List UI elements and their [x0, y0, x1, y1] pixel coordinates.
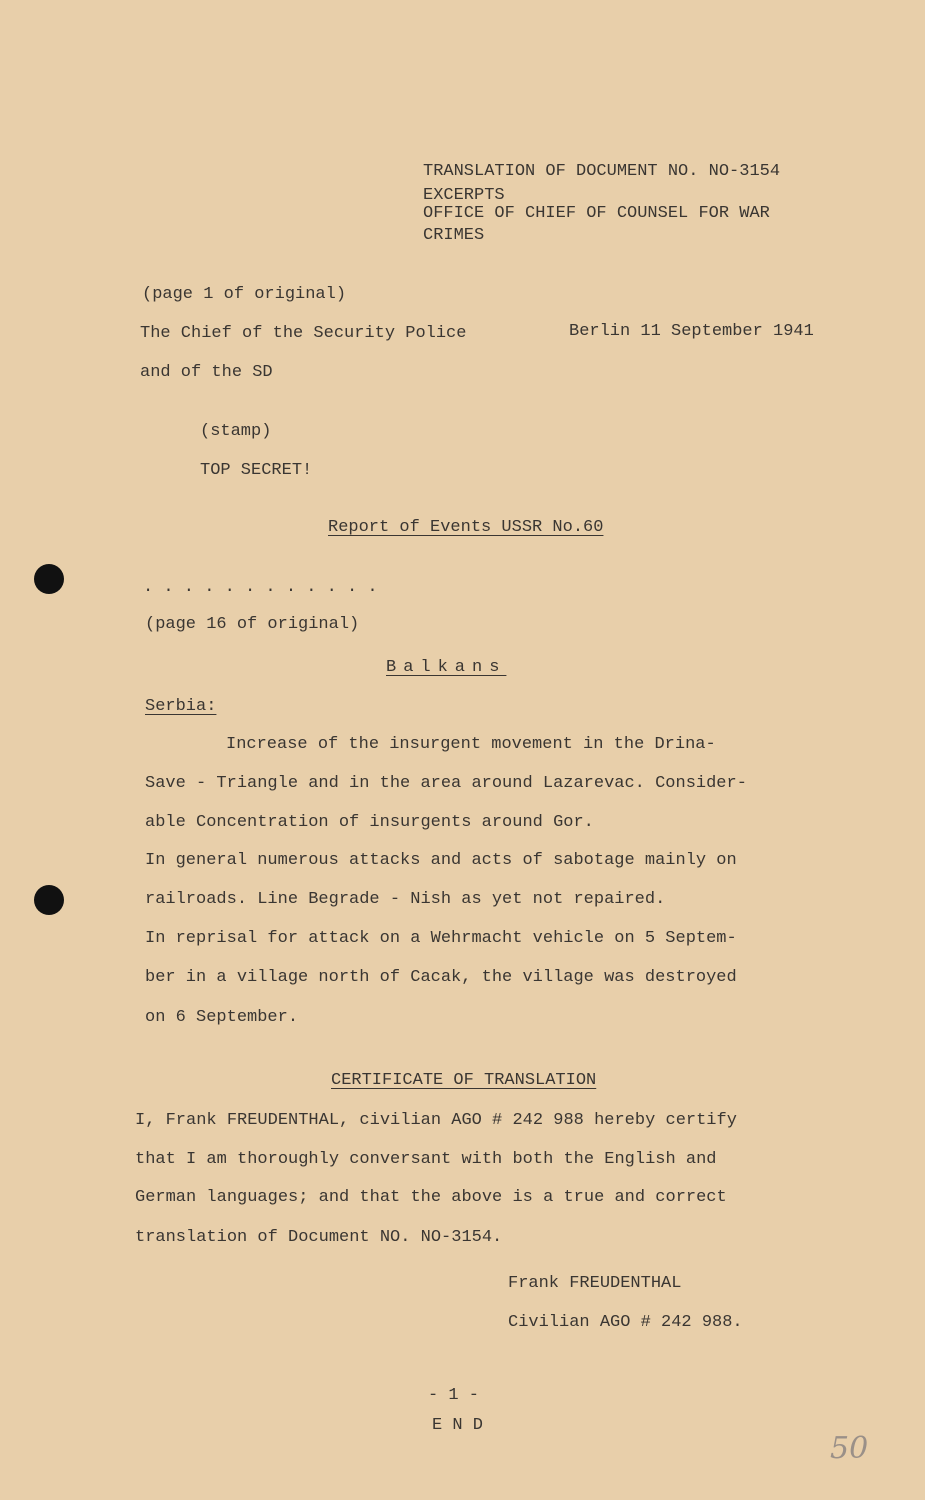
body-line: Increase of the insurgent movement in the Drina- — [226, 735, 716, 754]
certificate-line: German languages; and that the above is a true and correct — [135, 1188, 727, 1207]
page-note: (page 16 of original) — [145, 615, 360, 634]
certificate-title: CERTIFICATE OF TRANSLATION — [331, 1071, 597, 1090]
body-line: able Concentration of insurgents around Gor. — [145, 813, 594, 832]
header-line: OFFICE OF CHIEF OF COUNSEL FOR WAR — [423, 204, 770, 223]
body-line: on 6 September. — [145, 1008, 299, 1027]
report-title: Report of Events USSR No.60 — [328, 518, 604, 537]
place-date: Berlin 11 September 1941 — [569, 322, 814, 341]
body-line: In reprisal for attack on a Wehrmacht vehicle on 5 Septem- — [145, 929, 737, 948]
punch-hole-bottom — [34, 885, 64, 915]
body-line: ber in a village north of Cacak, the village was destroyed — [145, 968, 737, 987]
sender: The Chief of the Security Police — [140, 324, 467, 343]
subsection-heading: Serbia: — [145, 697, 217, 716]
certificate-line: I, Frank FREUDENTHAL, civilian AGO # 242 988 hereby certify — [135, 1111, 737, 1130]
certificate-line: that I am thoroughly conversant with both the English and — [135, 1150, 717, 1169]
body-line: Save - Triangle and in the area around Lazarevac. Consider- — [145, 774, 747, 793]
certificate-line: translation of Document NO. NO-3154. — [135, 1228, 503, 1247]
punch-hole-top — [34, 564, 64, 594]
signature-id: Civilian AGO # 242 988. — [508, 1313, 743, 1332]
signature-name: Frank FREUDENTHAL — [508, 1274, 682, 1293]
page-note: (page 1 of original) — [142, 285, 347, 304]
header-line: TRANSLATION OF DOCUMENT NO. NO-3154 — [423, 162, 781, 181]
handwritten-page-number: 50 — [830, 1431, 869, 1466]
end-mark: E N D — [432, 1416, 484, 1435]
header-line: EXCERPTS — [423, 186, 505, 205]
ellipsis: . . . . . . . . . . . . — [143, 578, 378, 597]
header-line: CRIMES — [423, 226, 485, 245]
section-heading: Balkans — [386, 658, 507, 677]
body-line: railroads. Line Begrade - Nish as yet not repaired. — [145, 890, 666, 909]
sender: and of the SD — [140, 363, 273, 382]
page-number: - 1 - — [428, 1386, 480, 1405]
classification: TOP SECRET! — [200, 461, 313, 480]
stamp-note: (stamp) — [200, 422, 272, 441]
body-line: In general numerous attacks and acts of sabotage mainly on — [145, 851, 737, 870]
